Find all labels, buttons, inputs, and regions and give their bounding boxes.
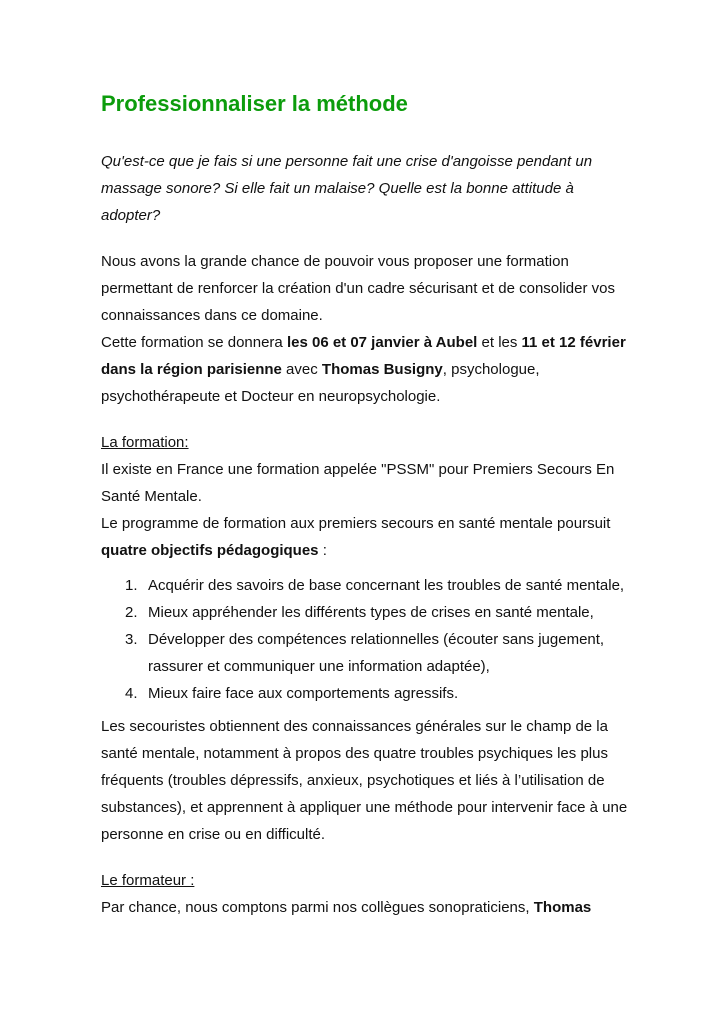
list-item-text [148,599,629,626]
document-content [101,91,629,921]
text-run: et les [477,334,522,351]
text-run: Professionnaliser la méthode [101,91,408,116]
list-item [101,680,629,707]
text-run: Le programme de formation aux premiers secours en santé mentale poursuit [101,515,611,532]
text-run: Il existe en France une formation appelée "PSSM" pour Premiers Secours En Santé Mentale. [101,461,615,505]
text-run: La formation: [101,434,189,451]
text-run: Les secouristes obtiennent des connaissances générales sur le champ de la santé mentale, notamment à propos des quatre troubles psychiques les plus fréquents (troubles dépressifs, anxieux, psychotiques et liés à l’utilisation de substances), et apprennent à appliquer une méthode pour intervenir face à une personne en crise ou en difficulté. [101,718,628,843]
text-run: , psychologue, psychothérapeute et Docteur en neuropsychologie. [101,361,540,405]
paragraph [101,510,629,564]
bold-text-run: Thomas Busigny [321,361,443,378]
list-item [101,572,629,599]
text-run: Le formateur : [101,872,195,889]
text-run: : [318,542,327,559]
paragraph [101,456,629,510]
bold-text-run: les 06 et 07 janvier à Aubel [286,334,478,351]
intro-paragraph [101,148,629,229]
list-item [101,626,629,680]
list-item [101,599,629,626]
list-item-number: 2. [125,604,138,621]
section-heading [101,867,629,894]
list-item-text [148,626,629,680]
text-run: Mieux faire face aux comportements agressifs. [148,685,459,702]
text-run: Qu'est-ce que je fais si une personne fait une crise d'angoisse pendant un massage sonore? Si elle fait un malaise? Quelle est la bonne attitude à adopter? [101,153,593,224]
bold-text-run: Thomas [533,899,592,916]
bold-text-run: quatre objectifs pédagogiques [101,542,319,559]
list-item-number: 4. [125,685,138,702]
text-run: Nous avons la grande chance de pouvoir vous proposer une formation permettant de renforcer la création d'un cadre sécurisant et de consolider vos connaissances dans ce domaine. [101,253,615,324]
list-item-number: 1. [125,577,138,594]
paragraph [101,248,629,329]
paragraph [101,329,629,410]
section-heading [101,429,629,456]
bold-text-run: 11 et 12 février dans la région parisienne [101,334,626,378]
text-run: Cette formation se donnera [101,334,287,351]
objectives-list [101,572,629,707]
list-item-number: 3. [125,631,138,648]
list-item-text [148,572,629,599]
text-run: Développer des compétences relationnelles (écouter sans jugement, rassurer et communiquer une information adaptée), [148,631,605,675]
paragraph [101,713,629,848]
text-run: Acquérir des savoirs de base concernant les troubles de santé mentale, [148,577,625,594]
paragraph [101,894,629,921]
list-item-text [148,680,629,707]
text-run: Par chance, nous comptons parmi nos collègues sonopraticiens, [101,899,534,916]
document-title [101,91,629,117]
text-run: Mieux appréhender les différents types de crises en santé mentale, [148,604,594,621]
text-run: avec [281,361,322,378]
